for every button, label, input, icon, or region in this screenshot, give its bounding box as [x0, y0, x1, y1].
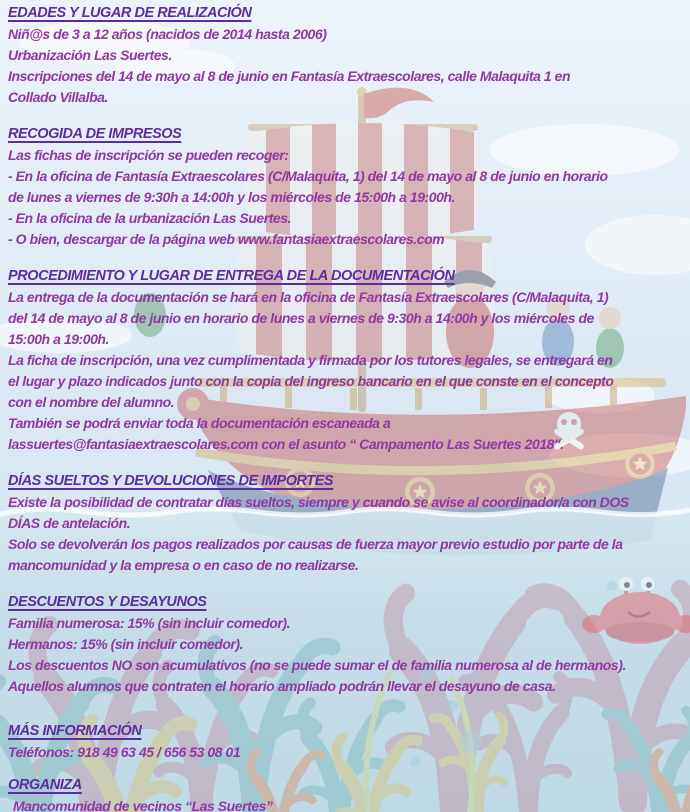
section-descuentos-y-desayunos: [8, 592, 690, 697]
text-line: Familia numerosa: 15% (sin incluir comedor).: [8, 615, 291, 631]
section-heading: DESCUENTOS Y DESAYUNOS: [8, 594, 207, 610]
text-line: También se podrá enviar toda la documentación escaneada a: [8, 415, 391, 431]
phone-numbers: Teléfonos: 918 49 63 45 / 656 53 08 01: [8, 744, 241, 760]
text-line: lassuertes@fantasiaextraescolares.com con el asunto “ Campamento Las Suertes 2018".: [8, 436, 564, 452]
section-heading: PROCEDIMIENTO Y LUGAR DE ENTREGA DE LA DOCUMENTACIÓN: [8, 268, 455, 284]
text-line: Existe la posibilidad de contratar días sueltos, siempre y cuando se avise al coordinador/a con DOS: [8, 494, 629, 510]
text-line: Las fichas de inscripción se pueden recoger:: [8, 147, 289, 163]
text-line: de lunes a viernes de 9:30h a 14:00h y los miércoles de 15:00h a 19:00h.: [8, 189, 455, 205]
text-line: Inscripciones del 14 de mayo al 8 de junio en Fantasía Extraescolares, calle Malaquita 1 en: [8, 68, 571, 84]
organizer-name: Mancomunidad de vecinos “Las Suertes”: [13, 798, 273, 812]
text-line: mancomunidad y la empresa o en caso de no realizarse.: [8, 557, 359, 573]
text-line: Niñ@s de 3 a 12 años (nacidos de 2014 hasta 2006): [8, 26, 327, 42]
text-line: Aquellos alumnos que contraten el horario ampliado podrán llevar el desayuno de casa.: [8, 678, 556, 694]
text-line: - O bien, descargar de la página web www.fantasiaextraescolares.com: [8, 231, 445, 247]
text-line: Los descuentos NO son acumulativos (no se puede sumar el de familia numerosa al de hermanos).: [8, 657, 626, 673]
section-heading: ORGANIZA: [8, 777, 82, 793]
text-line: 15:00h a 19:00h.: [8, 331, 109, 347]
text-line: el lugar y plazo indicados junto con la copia del ingreso bancario en el que conste en el concepto: [8, 373, 614, 389]
text-line: - En la oficina de Fantasía Extraescolares (C/Malaquita, 1) del 14 de mayo al 8 de junio en horario: [8, 168, 608, 184]
section-heading: MÁS INFORMACIÓN: [8, 723, 142, 739]
section-procedimiento-entrega: [8, 266, 690, 455]
text-line: del 14 de mayo al 8 de junio en horario de lunes a viernes de 9:30h a 14:00h y los miércoles de: [8, 310, 594, 326]
text-line: - En la oficina de la urbanización Las Suertes.: [8, 210, 292, 226]
text-line: Solo se devolverán los pagos realizados por causas de fuerza mayor previo estudio por parte de la: [8, 536, 623, 552]
text-line: Collado Villalba.: [8, 89, 108, 105]
text-line: DÍAS de antelación.: [8, 515, 131, 531]
section-heading: DÍAS SUELTOS Y DEVOLUCIONES DE IMPORTES: [8, 473, 334, 489]
section-recogida-de-impresos: [8, 124, 690, 250]
text-line: con el nombre del alumno.: [8, 394, 175, 410]
section-edades-y-lugar: [8, 3, 690, 108]
section-organiza: [8, 775, 690, 812]
text-line: La entrega de la documentación se hará en la oficina de Fantasía Extraescolares (C/Malaquita, 1): [8, 289, 609, 305]
text-line: La ficha de inscripción, una vez cumplimentada y firmada por los tutores legales, se entregará en: [8, 352, 613, 368]
text-line: Hermanos: 15% (sin incluir comedor).: [8, 636, 244, 652]
section-dias-sueltos-devoluciones: [8, 471, 690, 576]
section-heading: RECOGIDA DE IMPRESOS: [8, 126, 182, 142]
text-line: Urbanización Las Suertes.: [8, 47, 172, 63]
section-heading: EDADES Y LUGAR DE REALIZACIÓN: [8, 5, 252, 21]
section-mas-informacion: [8, 721, 690, 763]
